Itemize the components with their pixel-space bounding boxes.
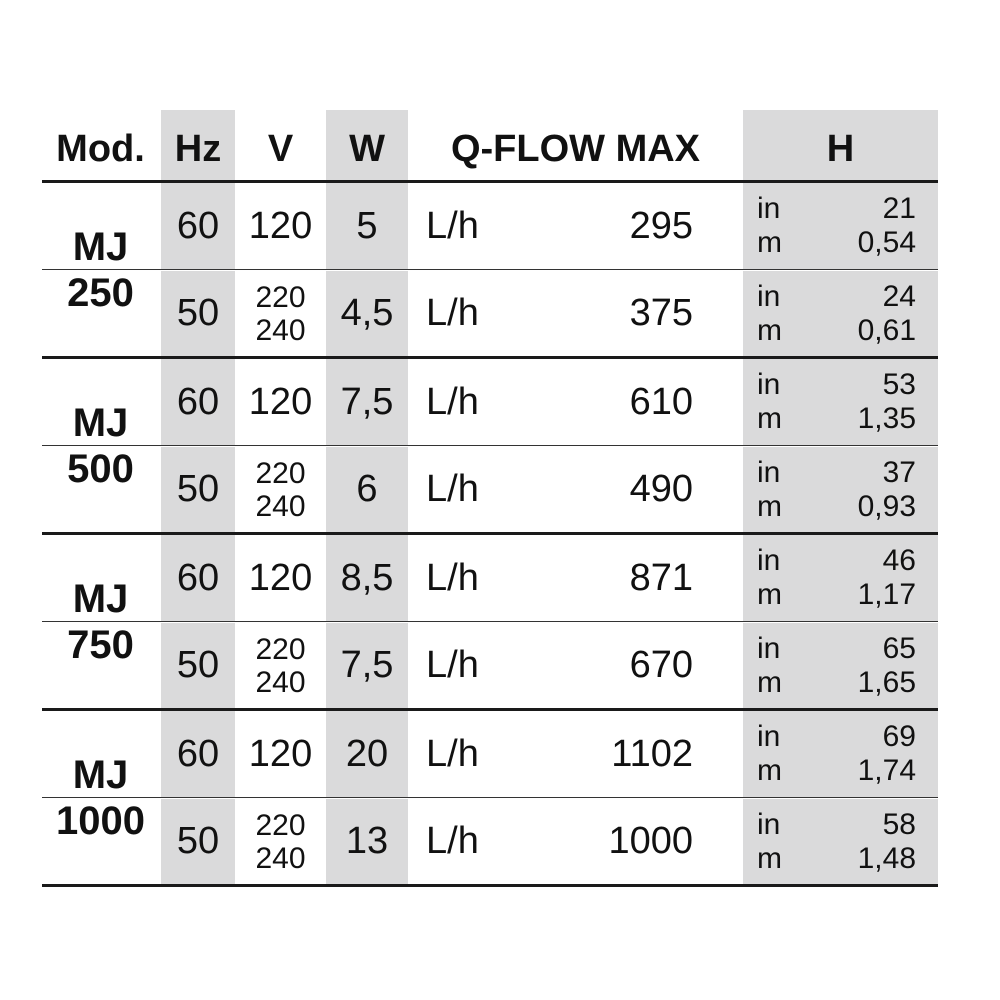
head-unit-m: m [757,313,782,347]
head-unit-cell [743,623,823,708]
hz-cell: 60 [161,711,235,797]
flow-value-cell: 375 [629,292,693,334]
header-v: V [267,127,294,170]
hz-cell: 60 [161,535,235,621]
head-unit-in: in [757,455,781,489]
head-value-m: 1,35 [857,402,916,435]
head-value-cell [823,271,938,356]
watt-cell: 13 [326,799,408,884]
voltage-low: 220 [255,632,306,666]
head-value-m: 1,48 [857,841,916,875]
voltage-cell [235,271,326,356]
head-unit-cell [743,711,823,797]
head-value-cell [823,799,938,884]
voltage-cell [235,535,326,621]
head-unit-cell [743,359,823,445]
head-unit-cell [743,535,823,621]
head-value-cell [823,359,938,445]
watt-cell: 20 [326,711,408,797]
watt-cell: 8,5 [326,535,408,621]
head-value-m: 0,61 [857,313,916,347]
head-value-m: 0,93 [857,489,916,523]
head-value-in: 21 [882,192,916,225]
head-unit-cell [743,799,823,884]
flow-unit-cell: L/h [426,732,479,775]
hz-cell: 60 [161,359,235,445]
model-prefix: MJ [72,752,129,797]
head-unit-m: m [757,578,782,611]
head-unit-m: m [757,226,782,259]
head-unit-in: in [757,720,781,753]
head-value-m: 0,54 [857,226,916,259]
voltage-high: 240 [255,665,306,699]
flow-unit-cell: L/h [426,556,479,599]
model-group [42,711,938,887]
flow-unit-cell: L/h [426,204,479,247]
watt-cell: 7,5 [326,359,408,445]
table-row [42,799,938,884]
table-row [42,271,938,356]
voltage-low: 220 [255,280,306,314]
flow-unit-cell: L/h [426,380,479,423]
pump-spec-table [42,110,938,887]
flow-value-cell: 1000 [608,820,693,862]
table-row [42,535,938,622]
model-prefix: MJ [72,576,129,621]
head-unit-cell [743,183,823,269]
hz-cell: 50 [161,447,235,532]
flow-unit-cell: L/h [426,468,479,510]
table-row [42,711,938,798]
model-number: 250 [67,270,134,315]
head-unit-m: m [757,841,782,875]
table-row [42,183,938,270]
voltage-value: 120 [248,556,313,599]
hz-cell: 50 [161,271,235,356]
model-group [42,359,938,535]
voltage-cell [235,711,326,797]
head-unit-cell [743,271,823,356]
model-prefix: MJ [72,224,129,269]
voltage-low: 220 [255,808,306,842]
model-number: 500 [67,446,134,491]
table-row [42,623,938,708]
head-unit-in: in [757,279,781,313]
head-unit-in: in [757,368,781,401]
header-mod: Mod. [56,127,145,170]
hz-cell: 50 [161,623,235,708]
hz-cell: 50 [161,799,235,884]
head-unit-in: in [757,544,781,577]
header-w: W [326,110,408,180]
table-row [42,359,938,446]
flow-value-cell: 670 [629,644,693,686]
model-number: 1000 [56,798,145,843]
head-value-m: 1,17 [857,578,916,611]
voltage-cell [235,447,326,532]
voltage-cell [235,623,326,708]
voltage-cell [235,183,326,269]
head-value-cell [823,183,938,269]
head-unit-in: in [757,631,781,665]
head-value-m: 1,74 [857,754,916,787]
head-value-cell [823,535,938,621]
model-prefix: MJ [72,400,129,445]
flow-value-cell: 295 [629,204,693,247]
head-unit-m: m [757,754,782,787]
voltage-cell [235,359,326,445]
voltage-value: 120 [248,380,313,423]
head-unit-in: in [757,192,781,225]
head-value-in: 53 [882,368,916,401]
voltage-high: 240 [255,841,306,875]
watt-cell: 4,5 [326,271,408,356]
watt-cell: 6 [326,447,408,532]
voltage-high: 240 [255,313,306,347]
head-unit-in: in [757,807,781,841]
voltage-cell [235,799,326,884]
table-row [42,447,938,532]
flow-unit-cell: L/h [426,820,479,862]
header-flow: Q-FLOW MAX [450,127,701,170]
flow-value-cell: 871 [629,556,693,599]
watt-cell: 5 [326,183,408,269]
head-value-cell [823,623,938,708]
head-value-in: 24 [882,279,916,313]
voltage-low: 220 [255,456,306,490]
hz-cell: 60 [161,183,235,269]
head-unit-m: m [757,402,782,435]
flow-unit-cell: L/h [426,292,479,334]
voltage-high: 240 [255,489,306,523]
flow-value-cell: 490 [629,468,693,510]
head-value-cell [823,447,938,532]
head-value-m: 1,65 [857,665,916,699]
model-number: 750 [67,622,134,667]
voltage-value: 120 [248,204,313,247]
voltage-value: 120 [248,732,313,775]
head-unit-m: m [757,665,782,699]
head-value-cell [823,711,938,797]
head-unit-m: m [757,489,782,523]
watt-cell: 7,5 [326,623,408,708]
head-value-in: 65 [882,631,916,665]
head-value-in: 58 [882,807,916,841]
table-header [42,110,938,183]
header-h: H [743,110,938,180]
head-unit-cell [743,447,823,532]
head-value-in: 69 [882,720,916,753]
head-value-in: 46 [882,544,916,577]
flow-unit-cell: L/h [426,644,479,686]
model-group [42,535,938,711]
head-value-in: 37 [882,455,916,489]
model-group [42,183,938,359]
flow-value-cell: 1102 [611,732,693,775]
flow-value-cell: 610 [629,380,693,423]
header-hz: Hz [161,110,235,180]
